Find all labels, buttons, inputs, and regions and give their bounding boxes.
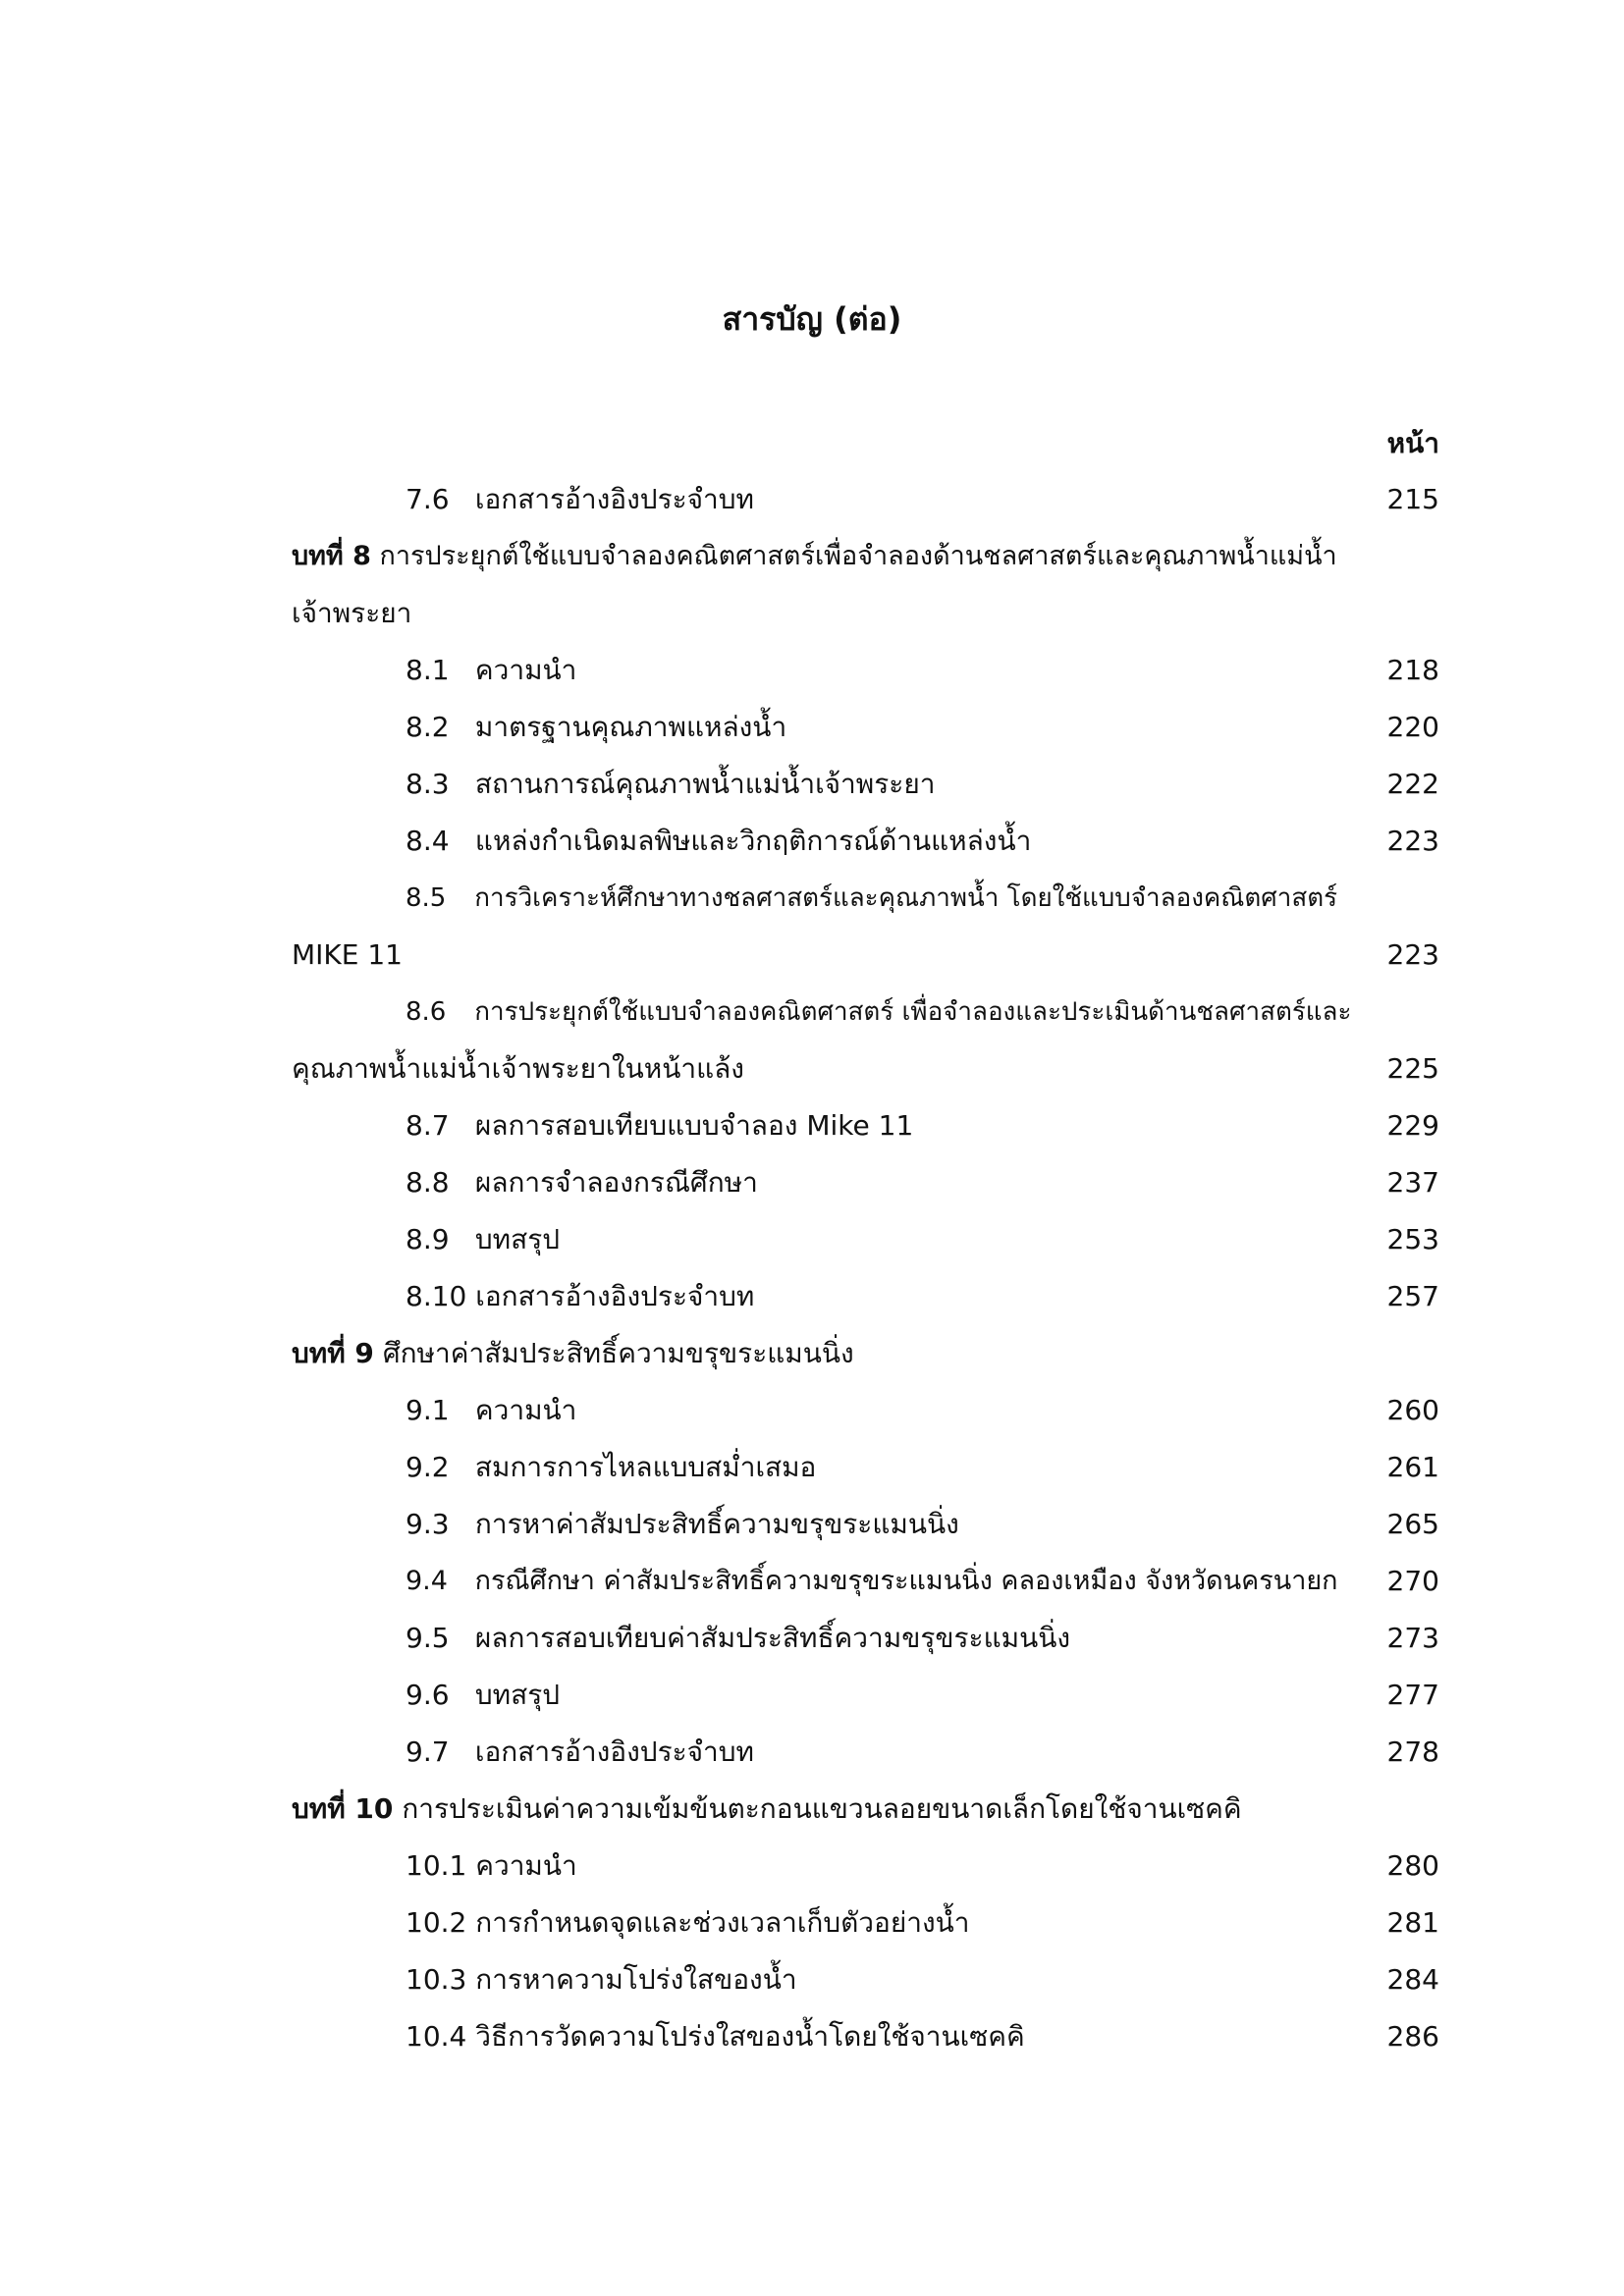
entry-title: ความนำ	[475, 1849, 577, 1882]
chapter-heading-continued	[0, 585, 1624, 642]
entry-title: ความนำ	[474, 1394, 577, 1426]
entry-title: ผลการสอบเทียบค่าสัมประสิทธิ์ความขรุขระแมนนิ่ง	[474, 1622, 1071, 1654]
page-column-header: หน้า	[1386, 427, 1439, 459]
chapter-heading	[0, 1325, 1624, 1382]
toc-entry	[0, 1439, 1624, 1496]
toc-entry	[0, 1211, 1624, 1268]
section-number: 8.10	[406, 1280, 467, 1312]
page-number: 286	[1386, 2020, 1439, 2053]
entry-title: การวิเคราะห์ศึกษาทางชลศาสตร์และคุณภาพน้ำ โดยใช้แบบจำลองคณิตศาสตร์	[474, 883, 1338, 913]
toc-entry	[0, 642, 1624, 699]
page-number: 270	[1386, 1565, 1439, 1597]
section-number: 8.6	[406, 997, 447, 1027]
toc-entry-continued	[0, 1041, 1624, 1097]
section-number: 8.1	[406, 654, 450, 686]
page-number: 215	[1386, 483, 1439, 515]
entry-title-continued: คุณภาพน้ำแม่น้ำเจ้าพระยาในหน้าแล้ง	[292, 1052, 744, 1085]
section-number: 9.4	[406, 1566, 448, 1596]
page-number: 280	[1386, 1849, 1439, 1882]
toc-entry	[0, 1382, 1624, 1439]
page-number: 257	[1386, 1280, 1439, 1312]
toc-entry	[0, 699, 1624, 756]
entry-title: ความนำ	[474, 654, 577, 686]
entry-title: บทสรุป	[474, 1223, 561, 1255]
section-number: 8.8	[406, 1166, 450, 1199]
section-number: 10.1	[406, 1849, 467, 1882]
chapter-title: การประยุกต์ใช้แบบจำลองคณิตศาสตร์เพื่อจำลองด้านชลศาสตร์และคุณภาพน้ำแม่น้ำ	[379, 541, 1337, 571]
page-number: 265	[1386, 1508, 1439, 1540]
section-number: 8.9	[406, 1223, 450, 1255]
entry-title: เอกสารอ้างอิงประจำบท	[474, 1735, 755, 1768]
section-number: 8.5	[406, 883, 447, 913]
toc-entry	[0, 1097, 1624, 1154]
section-number: 8.4	[406, 825, 450, 857]
page-number: 218	[1386, 654, 1439, 686]
page-number: 237	[1386, 1166, 1439, 1199]
entry-title: กรณีศึกษา ค่าสัมประสิทธิ์ความขรุขระแมนนิ่ง คลองเหมือง จังหวัดนครนายก	[474, 1566, 1338, 1596]
toc-entry	[0, 1951, 1624, 2008]
page-number: 225	[1386, 1052, 1439, 1085]
section-number: 7.6	[406, 483, 450, 515]
section-number: 9.7	[406, 1735, 450, 1768]
toc-entry	[0, 1838, 1624, 1895]
page-number: 281	[1386, 1906, 1439, 1939]
page-number: 260	[1386, 1394, 1439, 1426]
toc-entry-continued	[0, 927, 1624, 984]
section-number: 8.7	[406, 1109, 450, 1142]
entry-title: เอกสารอ้างอิงประจำบท	[475, 1280, 755, 1312]
page-number: 223	[1386, 825, 1439, 857]
toc-entry	[0, 1268, 1624, 1325]
toc-entry	[0, 870, 1624, 927]
chapter-label: บทที่ 9	[292, 1337, 374, 1369]
toc-entry	[0, 1154, 1624, 1211]
entry-title: สมการการไหลแบบสม่ำเสมอ	[474, 1451, 817, 1483]
entry-title: เอกสารอ้างอิงประจำบท	[474, 483, 755, 515]
entry-title: สถานการณ์คุณภาพน้ำแม่น้ำเจ้าพระยา	[474, 768, 936, 800]
section-number: 9.5	[406, 1622, 450, 1654]
section-number: 8.3	[406, 768, 450, 800]
entry-title: การหาค่าสัมประสิทธิ์ความขรุขระแมนนิ่ง	[474, 1508, 959, 1540]
toc-entry	[0, 1496, 1624, 1553]
entry-title: แหล่งกำเนิดมลพิษและวิกฤติการณ์ด้านแหล่งน้ำ	[474, 825, 1032, 857]
toc-entry	[0, 813, 1624, 870]
entry-title: ผลการสอบเทียบแบบจำลอง Mike 11	[474, 1109, 914, 1142]
section-number: 8.2	[406, 711, 450, 743]
entry-title: มาตรฐานคุณภาพแหล่งน้ำ	[474, 711, 787, 743]
page-number: 229	[1386, 1109, 1439, 1142]
section-number: 10.2	[406, 1906, 467, 1939]
toc-entry	[0, 1553, 1624, 1610]
page-number: 278	[1386, 1735, 1439, 1768]
page-number: 223	[1386, 938, 1439, 971]
page-number: 261	[1386, 1451, 1439, 1483]
section-number: 9.2	[406, 1451, 450, 1483]
entry-title: ผลการจำลองกรณีศึกษา	[474, 1166, 758, 1199]
section-number: 9.6	[406, 1679, 450, 1711]
entry-title: วิธีการวัดความโปร่งใสของน้ำโดยใช้จานเซคคิ	[475, 2020, 1025, 2053]
toc-entry	[0, 1667, 1624, 1724]
page-title: สารบัญ (ต่อ)	[722, 300, 902, 338]
toc-entry	[0, 1610, 1624, 1667]
entry-title: การกำหนดจุดและช่วงเวลาเก็บตัวอย่างน้ำ	[475, 1906, 970, 1939]
chapter-label: บทที่ 10	[292, 1792, 394, 1825]
chapter-title-continued: เจ้าพระยา	[292, 597, 412, 629]
page-number: 253	[1386, 1223, 1439, 1255]
toc-entry	[0, 1895, 1624, 1951]
toc-entry	[0, 2008, 1624, 2065]
toc-entry	[0, 471, 1624, 528]
entry-title: บทสรุป	[474, 1679, 561, 1711]
section-number: 10.3	[406, 1963, 467, 1996]
page-number: 284	[1386, 1963, 1439, 1996]
page-number: 222	[1386, 768, 1439, 800]
chapter-heading	[0, 1781, 1624, 1838]
toc-entry	[0, 756, 1624, 813]
toc-entry	[0, 1724, 1624, 1781]
section-number: 9.1	[406, 1394, 450, 1426]
page-number: 277	[1386, 1679, 1439, 1711]
page-number: 220	[1386, 711, 1439, 743]
chapter-heading	[0, 528, 1624, 585]
section-number: 10.4	[406, 2020, 467, 2053]
section-number: 9.3	[406, 1508, 450, 1540]
page-number: 273	[1386, 1622, 1439, 1654]
toc-entry	[0, 984, 1624, 1041]
entry-title-continued: MIKE 11	[292, 938, 403, 971]
entry-title: การประยุกต์ใช้แบบจำลองคณิตศาสตร์ เพื่อจำลองและประเมินด้านชลศาสตร์และ	[474, 997, 1352, 1027]
chapter-title: ศึกษาค่าสัมประสิทธิ์ความขรุขระแมนนิ่ง	[382, 1337, 854, 1369]
chapter-title: การประเมินค่าความเข้มข้นตะกอนแขวนลอยขนาดเล็กโดยใช้จานเซคคิ	[402, 1792, 1242, 1825]
chapter-label: บทที่ 8	[292, 541, 371, 571]
entry-title: การหาความโปร่งใสของน้ำ	[475, 1963, 797, 1996]
